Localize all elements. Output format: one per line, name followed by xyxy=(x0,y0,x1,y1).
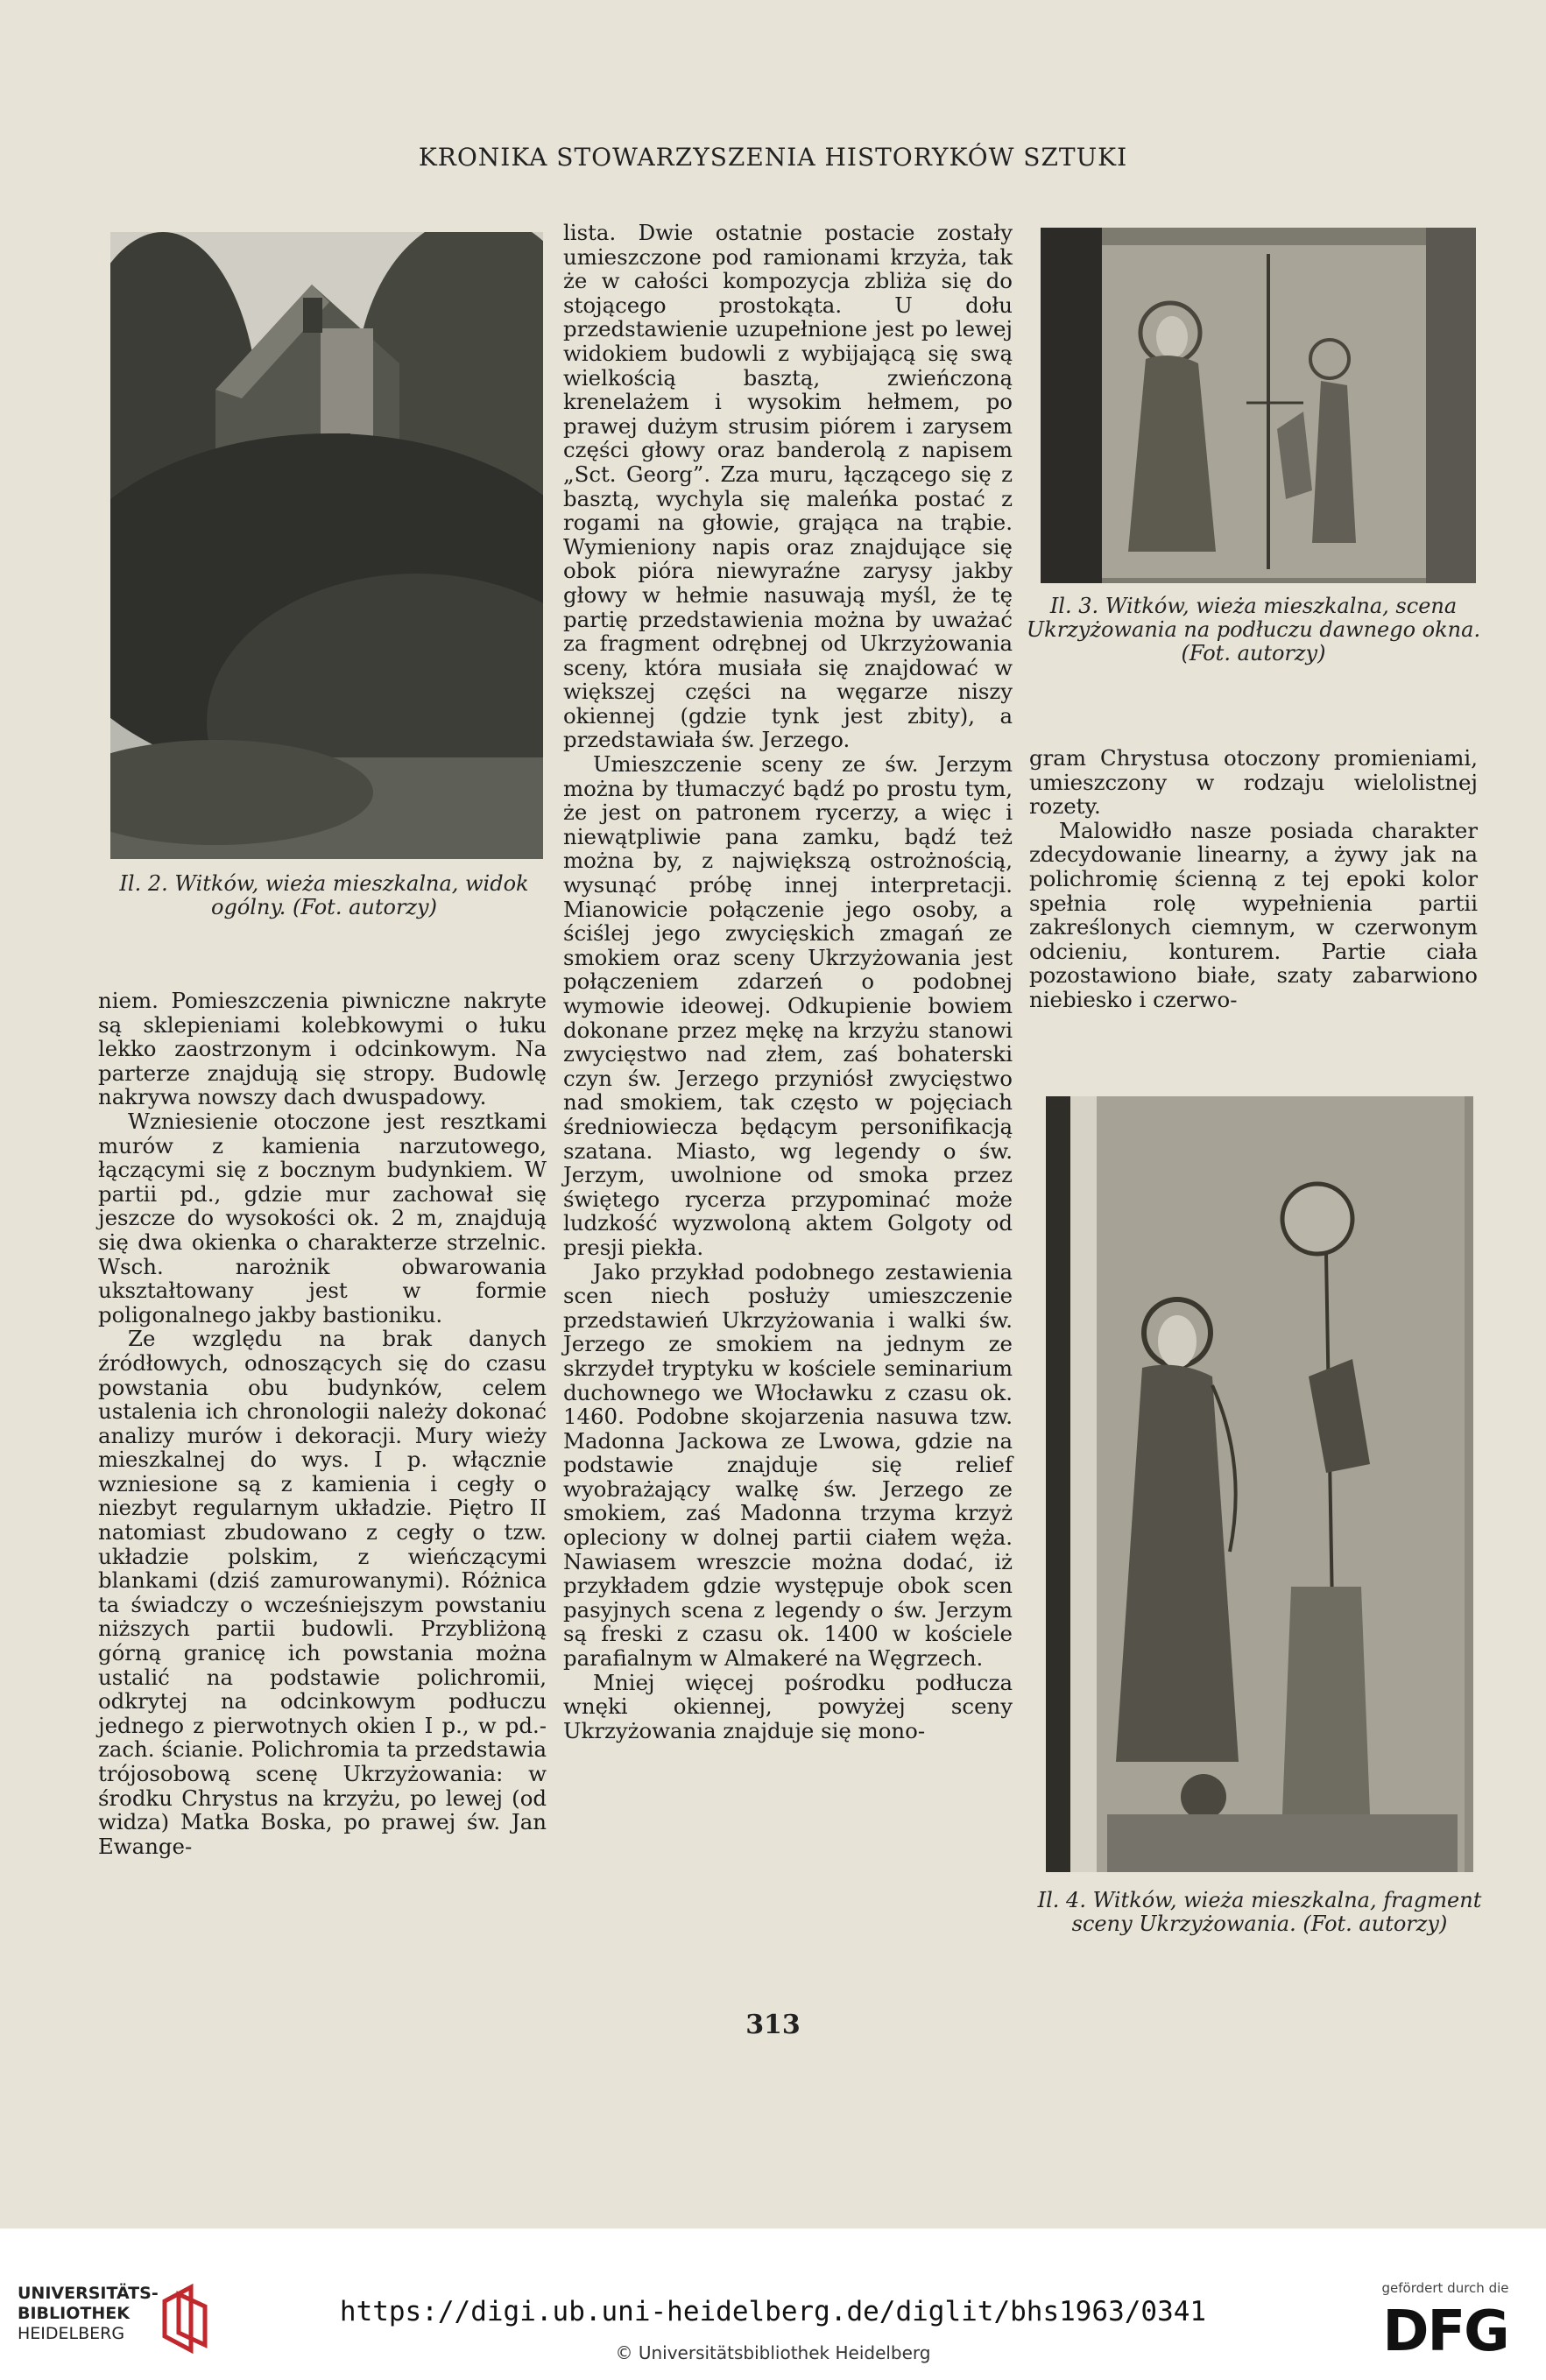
funding-label: gefördert durch die xyxy=(1381,2280,1509,2296)
paragraph: lista. Dwie ostatnie postacie zostały umieszczone pod ramionami krzyża, tak że w całości kompozycja zbliża się do stojącego prostokąta. U dołu przedstawienie uzupełnione jest po lewej widokiem budowli z wybijającą się swą wielkością basztą, zwieńczoną krenelażem i wysokim hełmem, po prawej dużym strusim piórem i zarysem części głowy oraz banderolą z napisem „Sct. Georg”. Zza muru, łączącego się z basztą, wychyla się maleńka postać z rogami na głowie, grająca na trąbie. Wymieniony napis oraz znajdujące się obok pióra niewyraźne zarysy jakby głowy w hełmie nasuwają myśl, że tę partię przedstawienia można by uważać za fragment odrębnej od Ukrzyżowania sceny, która musiała się znajdować w większej części na węgarze niszy okiennej (gdzie tynk jest zbity), a przedstawiała św. Jerzego. xyxy=(563,220,1013,753)
text-column-left xyxy=(98,989,547,1858)
paragraph: Wzniesienie otoczone jest resztkami murów z kamienia narzutowego, łączącymi się z bocznym budynkiem. W partii pd., gdzie mur zachował się jeszcze do wysokości ok. 2 m, znajdują się dwa okienka o charakterze strzelnic. Wsch. narożnik obwarowania ukształtowany jest w formie poligonalnego jakby bastioniku. xyxy=(98,1108,547,1327)
library-name: UNIVERSITÄTS- BIBLIOTHEK HEIDELBERG xyxy=(18,2284,159,2343)
paragraph: Umieszczenie sceny ze św. Jerzym można by tłumaczyć bądź po prostu tym, że jest on patronem rycerzy, a więc i niewątpliwie pana zamku, bądź też można by, z największą ostrożnością, wysunąć próbę innej interpretacji. Mianowicie połączenie jego osoby, a ściślej jego zwycięskich zmagań ze smokiem oraz sceny Ukrzyżowania jest połączeniem zdarzeń o podobnej wymowie ideowej. Odkupienie bowiem dokonane przez mękę na krzyżu stanowi zwycięstwo nad złem, zaś bohaterski czyn św. Jerzego przyniósł zwycięstwo nad smokiem, tak często w pojęciach średniowiecza będącym personifikacją szatana. Miasto, wg legendy o św. Jerzym, uwolnione od smoka przez świętego rycerza przypominać może ludzkość wyzwoloną aktem Golgoty od presji piekła. xyxy=(563,751,1013,1260)
paragraph: gram Chrystusa otoczony promieniami, umieszczony w rodzaju wielolistnej rozety. xyxy=(1029,745,1478,820)
photo-crucifixion-fragment xyxy=(1046,1096,1473,1872)
caption-il2: Il. 2. Witków, wieża mieszkalna, widok ogólny. (Fot. autorzy) xyxy=(119,871,529,919)
text-column-middle xyxy=(563,221,1013,1743)
copyright-notice: © Universitätsbibliothek Heidelberg xyxy=(615,2342,931,2363)
photo-tower-general-view xyxy=(110,232,543,859)
text-column-right xyxy=(1029,746,1478,1012)
caption-il4: Il. 4. Witków, wieża mieszkalna, fragment sceny Ukrzyżowania. (Fot. autorzy) xyxy=(1037,1888,1482,1936)
paragraph: Malowidło nasze posiada charakter zdecydowanie linearny, a żywy jak na polichromię ścienną z tej epoki kolor spełnia rolę wypełnienia partii zakreślonych ciemnym, w czerwonym odcieniu, konturem. Partie ciała pozostawiono białe, szaty zabarwiono niebiesko i czerwo- xyxy=(1029,817,1478,1012)
permalink-url[interactable]: https://digi.ub.uni-heidelberg.de/diglit/bhs1963/0341 xyxy=(339,2296,1207,2327)
dfg-logo[interactable]: DFG xyxy=(1382,2299,1508,2364)
page-number: 313 xyxy=(745,2010,801,2040)
paragraph: Jako przykład podobnego zestawienia scen niech posłuży umieszczenie przedstawień Ukrzyżowania i walki św. Jerzego ze smokiem na jednym ze skrzydeł tryptyku w kościele seminarium duchownego we Włocławku z czasu ok. 1460. Podobne skojarzenia nasuwa tzw. Madonna Jackowa ze Lwowa, gdzie na podstawie znajduje się relief wyobrażający walkę św. Jerzego ze smokiem, zaś Madonna trzyma krzyż opleciony w dolnej partii ciałem węża. Nawiasem wreszcie można dodać, iż przykładem gdzie występuje obok scen pasyjnych scena z legendy o św. Jerzym są freski z czasu ok. 1400 w kościele parafialnym w Almakeré na Węgrzech. xyxy=(563,1258,1013,1672)
paragraph: Ze względu na brak danych źródłowych, odnoszących się do czasu powstania obu budynków, celem ustalenia ich chronologii należy dokonać analizy murów i dekoracji. Mury wieży mieszkalnej do wys. I p. włącznie wzniesione są z kamienia i cegły o niezbyt regularnym układzie. Piętro II natomiast zbudowano z cegły o tzw. układzie polskim, z wieńczącymi blankami (dziś zamurowanymi). Różnica ta świadczy o wcześniejszym powstaniu niższych partii budowli. Przybliżoną górną granicę ich powstania można ustalić na podstawie polichromii, odkrytej na odcinkowym podłuczu jednego z pierwotnych okien I p., w pd.-zach. ścianie. Polichromia ta przedstawia trójosobową scenę Ukrzyżowania: w środku Chrystus na krzyżu, po lewej (od widza) Matka Boska, po prawej św. Jan Ewange- xyxy=(98,1326,547,1859)
paragraph: Mniej więcej pośrodku podłucza wnęki okiennej, powyżej sceny Ukrzyżowania znajduje się mono- xyxy=(563,1669,1013,1743)
photo-crucifixion-soffit xyxy=(1041,228,1476,583)
paragraph: niem. Pomieszczenia piwniczne nakryte są sklepieniami kolebkowymi o łuku lekko zaostrzonym i odcinkowym. Na parterze znajdują się stropy. Budowlę nakrywa nowszy dach dwuspadowy. xyxy=(98,988,547,1110)
caption-il3: Il. 3. Witków, wieża mieszkalna, scena Ukrzyżowania na podłuczu dawnego okna. (Fot. autorzy) xyxy=(1026,594,1481,665)
running-head: KRONIKA STOWARZYSZENIA HISTORYKÓW SZTUKI xyxy=(418,143,1128,172)
